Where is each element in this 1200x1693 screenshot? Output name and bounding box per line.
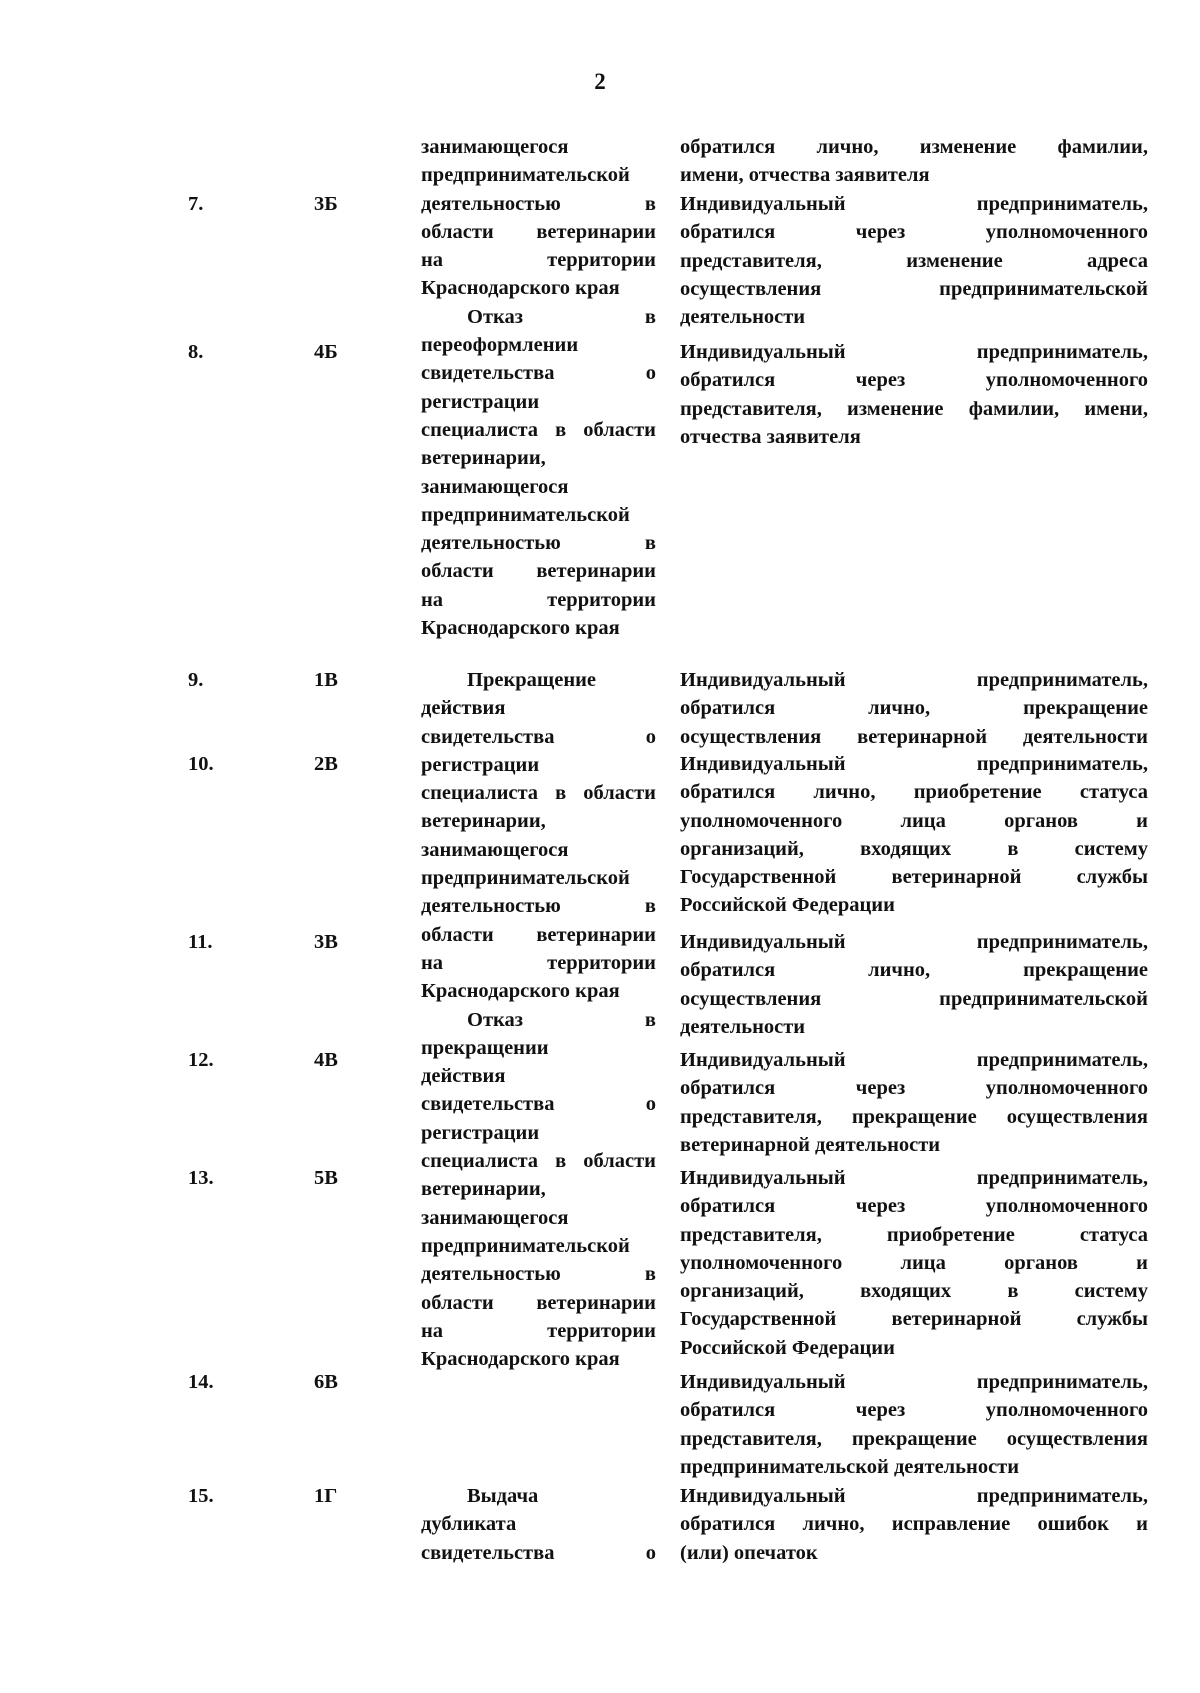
text-line: ветеринарии, bbox=[421, 1178, 546, 1201]
applicant-case bbox=[680, 133, 1148, 190]
text-line: уполномоченного лица органов и bbox=[680, 1251, 1148, 1274]
text-line: предпринимательской bbox=[421, 503, 630, 526]
text-line: занимающегося bbox=[421, 475, 569, 498]
text-line: обратился лично, изменение фамилии, bbox=[680, 136, 1148, 158]
text-line: деятельностью в bbox=[421, 895, 656, 918]
text-line: ветеринарии, bbox=[421, 447, 546, 470]
text-line: Индивидуальный предприниматель, bbox=[680, 1049, 1148, 1071]
text-line: представителя, прекращение осуществления bbox=[680, 1105, 1148, 1128]
text-line: занимающегося bbox=[421, 1206, 569, 1229]
text-line: обратился через уполномоченного bbox=[680, 1077, 1148, 1100]
text-line: Краснодарского края bbox=[421, 1348, 620, 1371]
applicant-case bbox=[680, 1046, 1148, 1159]
applicant-case bbox=[680, 1482, 1148, 1567]
text-line: на территории bbox=[421, 249, 656, 272]
text-line: деятельностью в bbox=[421, 1263, 656, 1286]
text-line: организаций, входящих в систему bbox=[680, 837, 1148, 860]
text-line: деятельности bbox=[680, 1015, 806, 1038]
text-line: Выдача bbox=[467, 1485, 539, 1507]
text-line: Отказ в bbox=[467, 1008, 656, 1031]
text-line: Российской Федерации bbox=[680, 894, 895, 917]
text-line: области ветеринарии bbox=[421, 1291, 656, 1314]
text-line: обратился через уполномоченного bbox=[680, 1195, 1148, 1218]
text-line: Российской Федерации bbox=[680, 1336, 895, 1359]
row-number: 15. bbox=[188, 1485, 214, 1507]
text-line: обратился лично, исправление ошибок и bbox=[680, 1513, 1148, 1536]
text-line: обратился лично, прекращение bbox=[680, 697, 1148, 720]
text-line: обратился через уполномоченного bbox=[680, 221, 1148, 244]
text-line: представителя, прекращение осуществления bbox=[680, 1427, 1148, 1450]
text-line: специалиста в области bbox=[421, 418, 656, 441]
text-line: осуществления ветеринарной деятельности bbox=[680, 725, 1148, 748]
text-line: Прекращение bbox=[467, 669, 597, 691]
row-code: 3Б bbox=[314, 193, 338, 215]
text-line: на территории bbox=[421, 951, 656, 974]
text-line: дубликата bbox=[421, 1513, 517, 1536]
text-line: обратился через уполномоченного bbox=[680, 369, 1148, 392]
text-line: ветеринарной деятельности bbox=[680, 1133, 941, 1156]
text-line: Индивидуальный предприниматель, bbox=[680, 1167, 1148, 1189]
row-code: 2В bbox=[314, 753, 338, 775]
row-number: 11. bbox=[188, 931, 213, 953]
text-line: специалиста в области bbox=[421, 1150, 656, 1173]
text-line: представителя, изменение фамилии, имени, bbox=[680, 397, 1148, 420]
row-code: 5В bbox=[314, 1167, 338, 1189]
applicant-case bbox=[680, 190, 1148, 331]
text-line: предпринимательской bbox=[421, 1234, 630, 1257]
service-description bbox=[421, 133, 656, 642]
service-description bbox=[421, 666, 656, 1373]
text-line: деятельности bbox=[680, 306, 806, 329]
text-line: осуществления предпринимательской bbox=[680, 277, 1148, 300]
text-line: свидетельства о bbox=[421, 1541, 656, 1564]
text-line: регистрации bbox=[421, 1121, 540, 1144]
text-line: имени, отчества заявителя bbox=[680, 164, 930, 187]
text-line: Государственной ветеринарной службы bbox=[680, 1308, 1148, 1331]
text-line: Индивидуальный предприниматель, bbox=[680, 1485, 1148, 1507]
text-line: области ветеринарии bbox=[421, 923, 656, 946]
row-number: 10. bbox=[188, 753, 214, 775]
text-line: Индивидуальный предприниматель, bbox=[680, 931, 1148, 953]
text-line: на территории bbox=[421, 1319, 656, 1342]
text-line: специалиста в области bbox=[421, 782, 656, 805]
text-line: области ветеринарии bbox=[421, 220, 656, 243]
text-line: свидетельства о bbox=[421, 1093, 656, 1116]
text-line: ветеринарии, bbox=[421, 810, 546, 833]
text-line: отчества заявителя bbox=[680, 425, 861, 448]
text-line: действия bbox=[421, 1065, 506, 1088]
applicant-case bbox=[680, 1164, 1148, 1362]
applicant-case bbox=[680, 750, 1148, 920]
applicant-case bbox=[680, 338, 1148, 451]
row-code: 4Б bbox=[314, 341, 338, 363]
text-line: свидетельства о bbox=[421, 362, 656, 385]
row-code: 1В bbox=[314, 669, 338, 691]
service-description bbox=[421, 1482, 656, 1567]
page-number: 2 bbox=[594, 69, 606, 94]
row-code: 1Г bbox=[314, 1485, 338, 1507]
text-line: Краснодарского края bbox=[421, 980, 620, 1003]
row-number: 7. bbox=[188, 193, 204, 215]
text-line: представителя, приобретение статуса bbox=[680, 1223, 1148, 1246]
text-line: предпринимательской деятельности bbox=[680, 1455, 1020, 1478]
text-line: обратился лично, приобретение статуса bbox=[680, 781, 1148, 804]
text-line: занимающегося bbox=[421, 136, 569, 158]
text-line: обратился через уполномоченного bbox=[680, 1399, 1148, 1422]
row-number: 13. bbox=[188, 1167, 214, 1189]
applicant-case bbox=[680, 666, 1148, 751]
row-number: 12. bbox=[188, 1049, 214, 1071]
text-line: регистрации bbox=[421, 390, 540, 413]
row-code: 3В bbox=[314, 931, 338, 953]
text-line: регистрации bbox=[421, 753, 540, 776]
applicant-case bbox=[680, 928, 1148, 1041]
text-line: действия bbox=[421, 697, 506, 720]
text-line: области ветеринарии bbox=[421, 560, 656, 583]
text-line: переоформлении bbox=[421, 334, 579, 357]
text-line: (или) опечаток bbox=[680, 1541, 818, 1564]
row-number: 9. bbox=[188, 669, 204, 691]
text-line: Индивидуальный предприниматель, bbox=[680, 193, 1148, 215]
text-line: предпринимательской bbox=[421, 164, 630, 187]
text-line: на территории bbox=[421, 588, 656, 611]
text-line: Индивидуальный предприниматель, bbox=[680, 341, 1148, 363]
text-line: обратился лично, прекращение bbox=[680, 959, 1148, 982]
text-line: Краснодарского края bbox=[421, 277, 620, 300]
text-line: представителя, изменение адреса bbox=[680, 249, 1148, 272]
text-line: Государственной ветеринарной службы bbox=[680, 866, 1148, 889]
text-line: Отказ в bbox=[467, 305, 656, 328]
text-line: деятельностью в bbox=[421, 532, 656, 555]
applicant-case bbox=[680, 1368, 1148, 1481]
text-line: свидетельства о bbox=[421, 725, 656, 748]
text-line: деятельностью в bbox=[421, 192, 656, 215]
text-line: организаций, входящих в систему bbox=[680, 1280, 1148, 1303]
row-code: 6В bbox=[314, 1371, 338, 1393]
text-line: занимающегося bbox=[421, 838, 569, 861]
text-line: предпринимательской bbox=[421, 867, 630, 890]
text-line: прекращении bbox=[421, 1036, 549, 1059]
row-code: 4В bbox=[314, 1049, 338, 1071]
text-line: уполномоченного лица органов и bbox=[680, 809, 1148, 832]
text-line: Индивидуальный предприниматель, bbox=[680, 1371, 1148, 1393]
row-number: 8. bbox=[188, 341, 204, 363]
row-number: 14. bbox=[188, 1371, 214, 1393]
text-line: осуществления предпринимательской bbox=[680, 987, 1148, 1010]
text-line: Индивидуальный предприниматель, bbox=[680, 669, 1148, 691]
text-line: Краснодарского края bbox=[421, 617, 620, 640]
text-line: Индивидуальный предприниматель, bbox=[680, 753, 1148, 775]
